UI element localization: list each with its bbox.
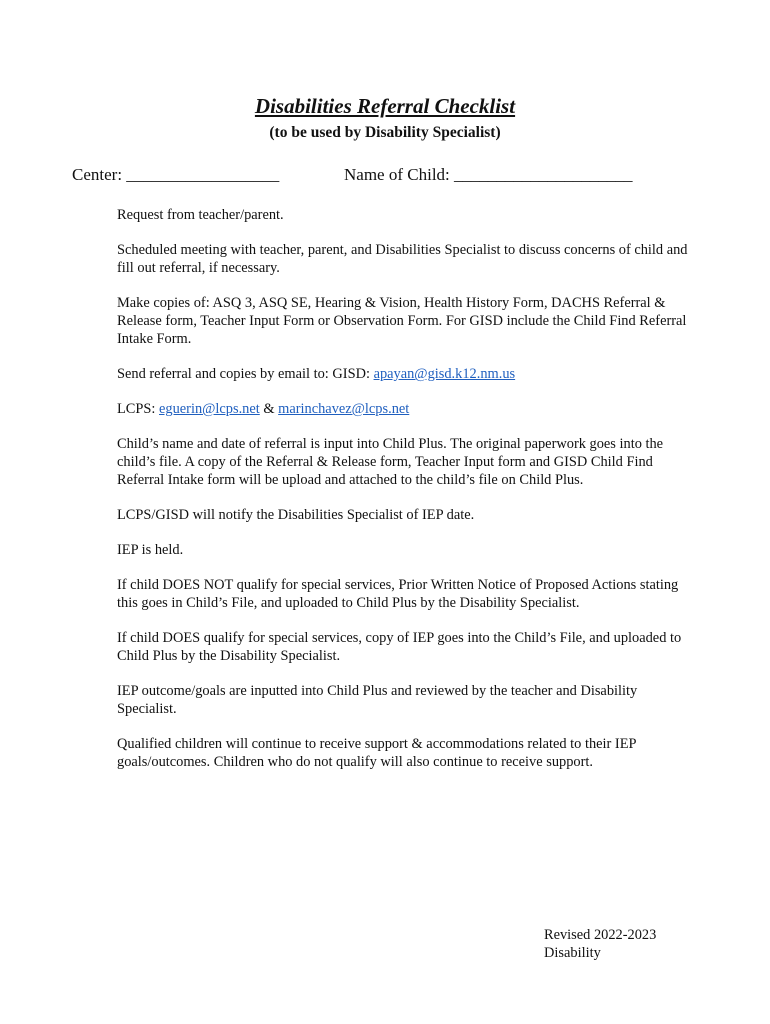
lcps-ampersand: &	[259, 401, 279, 417]
child-name-field[interactable]: Name of Child: _____________________	[344, 165, 633, 184]
checklist-item-copies: Make copies of: ASQ 3, ASQ SE, Hearing & Vision, Health History Form, DACHS Referral & Release form, Teacher Input Form or Observation Form. For GISD include the Child Find Referral Intake Form.	[117, 295, 687, 347]
center-field[interactable]: Center: __________________	[72, 165, 280, 184]
checklist-item-request: Request from teacher/parent.	[117, 207, 284, 223]
checklist-item-iep-held: IEP is held.	[117, 542, 184, 558]
revision-footer	[544, 926, 656, 962]
checklist-item-outcome: IEP outcome/goals are inputted into Child Plus and reviewed by the teacher and Disability Specialist.	[117, 683, 638, 717]
checklist-item-notify: LCPS/GISD will notify the Disabilities Specialist of IEP date.	[117, 507, 475, 523]
revised-date: Revised 2022-2023	[544, 927, 657, 943]
checklist-item-send	[117, 365, 697, 383]
send-text: Send referral and copies by email to: GISD:	[117, 366, 374, 382]
lcps-email-link-1[interactable]: eguerin@lcps.net	[159, 401, 260, 417]
checklist-item-childplus: Child’s name and date of referral is input into Child Plus. The original paperwork goes into the child’s file. A copy of the Referral & Release form, Teacher Input form and GISD Child Find Referral Intake form will be upload and attached to the child’s file on Child Plus.	[117, 436, 664, 488]
lcps-text: LCPS:	[117, 401, 159, 417]
department-label: Disability	[544, 945, 601, 961]
checklist-item-support: Qualified children will continue to receive support & accommodations related to their IEP goals/outcomes. Children who do not qualify will also continue to receive support.	[117, 736, 636, 770]
checklist	[117, 206, 697, 788]
checklist-item-not-qualify: If child DOES NOT qualify for special services, Prior Written Notice of Proposed Actions stating this goes in Child’s File, and uploaded to Child Plus by the Disability Specialist.	[117, 577, 679, 611]
gisd-email-link[interactable]: apayan@gisd.k12.nm.us	[373, 366, 516, 382]
document-title: Disabilities Referral Checklist	[254, 94, 516, 118]
header-fields	[72, 165, 633, 185]
checklist-item-does-qualify: If child DOES qualify for special services, copy of IEP goes into the Child’s File, and uploaded to Child Plus by the Disability Specialist.	[117, 630, 682, 664]
checklist-item-lcps	[117, 400, 697, 418]
checklist-item-meeting: Scheduled meeting with teacher, parent, and Disabilities Specialist to discuss concerns of child and fill out referral, if necessary.	[117, 242, 688, 276]
lcps-email-link-2[interactable]: marinchavez@lcps.net	[278, 401, 410, 417]
document-subtitle: (to be used by Disability Specialist)	[269, 124, 501, 141]
